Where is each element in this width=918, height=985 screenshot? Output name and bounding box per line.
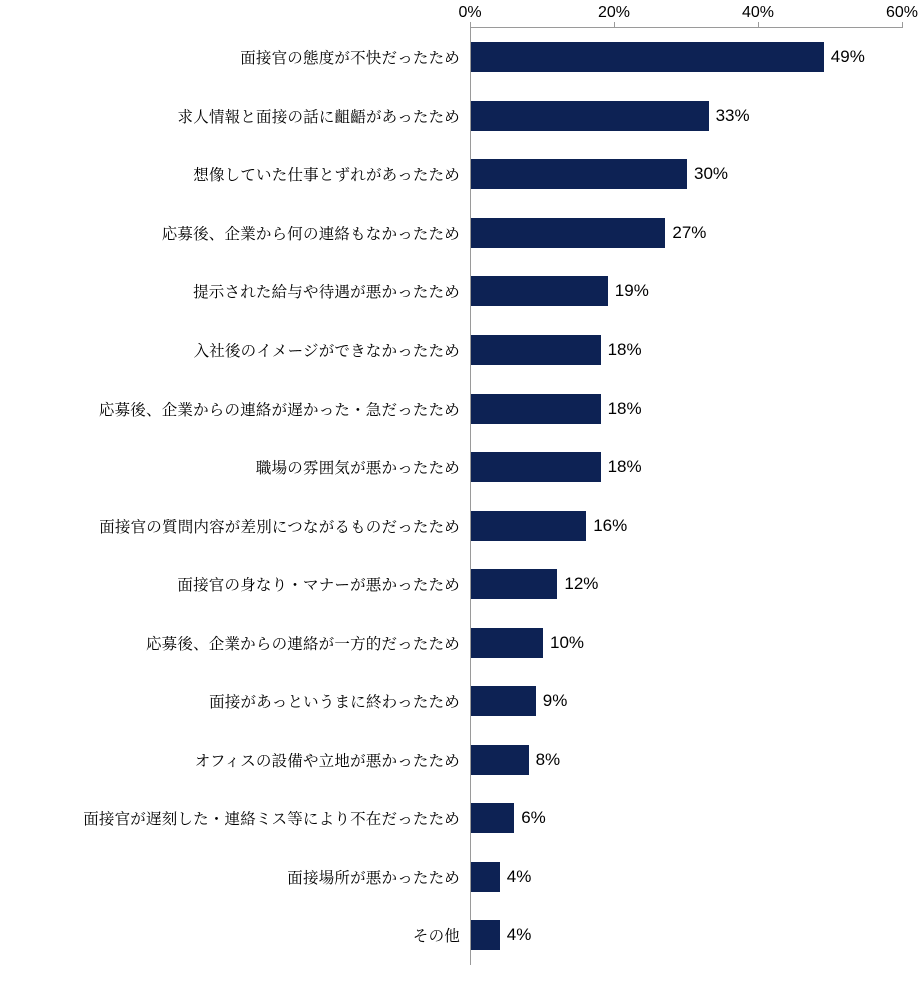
bar-value-label: 30% [694, 164, 729, 184]
category-label: 面接があっというまに終わったため [209, 694, 460, 712]
category-label: 面接官の身なり・マナーが悪かったため [177, 577, 460, 595]
bar-value-label: 4% [506, 925, 532, 945]
bar-value-label: 18% [607, 457, 642, 477]
bar [471, 218, 665, 248]
category-label: 職場の雰囲気が悪かったため [255, 460, 460, 478]
bar-with-value [471, 42, 865, 72]
bar-row [0, 87, 918, 146]
bar [471, 511, 586, 541]
bar-with-value [471, 276, 649, 306]
bar-row [0, 672, 918, 731]
bar-row [0, 28, 918, 87]
bar [471, 335, 601, 365]
bar-with-value [471, 569, 598, 599]
bar-with-value [471, 628, 584, 658]
bar-rows [0, 28, 918, 965]
category-label: 面接官の質問内容が差別につながるものだったため [99, 518, 460, 536]
bar-value-label: 27% [672, 222, 707, 242]
bar-value-label: 8% [535, 749, 561, 769]
bar [471, 569, 557, 599]
bar-with-value [471, 335, 642, 365]
x-tick-label: 40% [741, 4, 775, 21]
category-label: 求人情報と面接の話に齟齬があったため [177, 108, 460, 126]
bar-value-label: 19% [614, 281, 649, 301]
bar-value-label: 18% [607, 340, 642, 359]
category-label: その他 [412, 928, 460, 946]
bar [471, 159, 687, 189]
bar-row [0, 145, 918, 204]
x-tick-label: 0% [458, 4, 482, 21]
bar-row [0, 321, 918, 380]
category-label: 応募後、企業からの連絡が遅かった・急だったため [98, 401, 460, 419]
bar [471, 276, 608, 306]
bar-value-label: 4% [506, 866, 532, 886]
bar [471, 42, 824, 72]
bar-row [0, 848, 918, 907]
bar-with-value [471, 218, 706, 248]
bar-row [0, 613, 918, 672]
bar [471, 920, 500, 950]
bar-row [0, 731, 918, 790]
bar-value-label: 33% [715, 105, 750, 125]
bar [471, 686, 536, 716]
bar [471, 745, 529, 775]
bar [471, 452, 601, 482]
bar-with-value [471, 745, 560, 775]
bar-value-label: 10% [550, 632, 585, 652]
bar-value-label: 49% [830, 47, 865, 67]
category-label: 面接場所が悪かったため [287, 869, 460, 887]
x-tick-label: 20% [597, 4, 631, 21]
category-label: 提示された給与や待遇が悪かったため [193, 284, 460, 302]
bar-row [0, 789, 918, 848]
bar-with-value [471, 862, 531, 892]
bar [471, 101, 709, 131]
category-label: 想像していた仕事とずれがあったため [193, 167, 460, 185]
bar-with-value [471, 101, 750, 131]
bar-row [0, 438, 918, 497]
bar [471, 862, 500, 892]
category-label: 面接官の態度が不快だったため [240, 50, 460, 68]
bar-with-value [471, 686, 567, 716]
bar-value-label: 16% [593, 515, 628, 535]
category-label: 入社後のイメージができなかったため [193, 343, 460, 360]
category-label: 応募後、企業から何の連絡もなかったため [161, 225, 460, 243]
category-label: オフィスの設備や立地が悪かったため [194, 752, 460, 770]
bar-row [0, 555, 918, 614]
bar-row [0, 262, 918, 321]
bar-value-label: 9% [542, 691, 568, 711]
category-label: 面接官が遅刻した・連絡ミス等により不在だったため [83, 811, 460, 829]
bar [471, 394, 601, 424]
bar-value-label: 18% [607, 398, 642, 418]
bar-row [0, 496, 918, 555]
bar [471, 803, 514, 833]
bar-with-value [471, 159, 728, 189]
bar-with-value [471, 920, 531, 950]
bar-with-value [471, 394, 642, 424]
x-tick-label: 60% [885, 4, 918, 21]
category-label: 応募後、企業からの連絡が一方的だったため [145, 635, 460, 653]
bar-with-value [471, 452, 642, 482]
bar [471, 628, 543, 658]
bar-row [0, 379, 918, 438]
bar-row [0, 204, 918, 263]
bar-value-label: 12% [564, 574, 599, 594]
bar-with-value [471, 511, 627, 541]
bar-with-value [471, 803, 546, 833]
bar-row [0, 906, 918, 965]
bar-value-label: 6% [521, 808, 546, 828]
